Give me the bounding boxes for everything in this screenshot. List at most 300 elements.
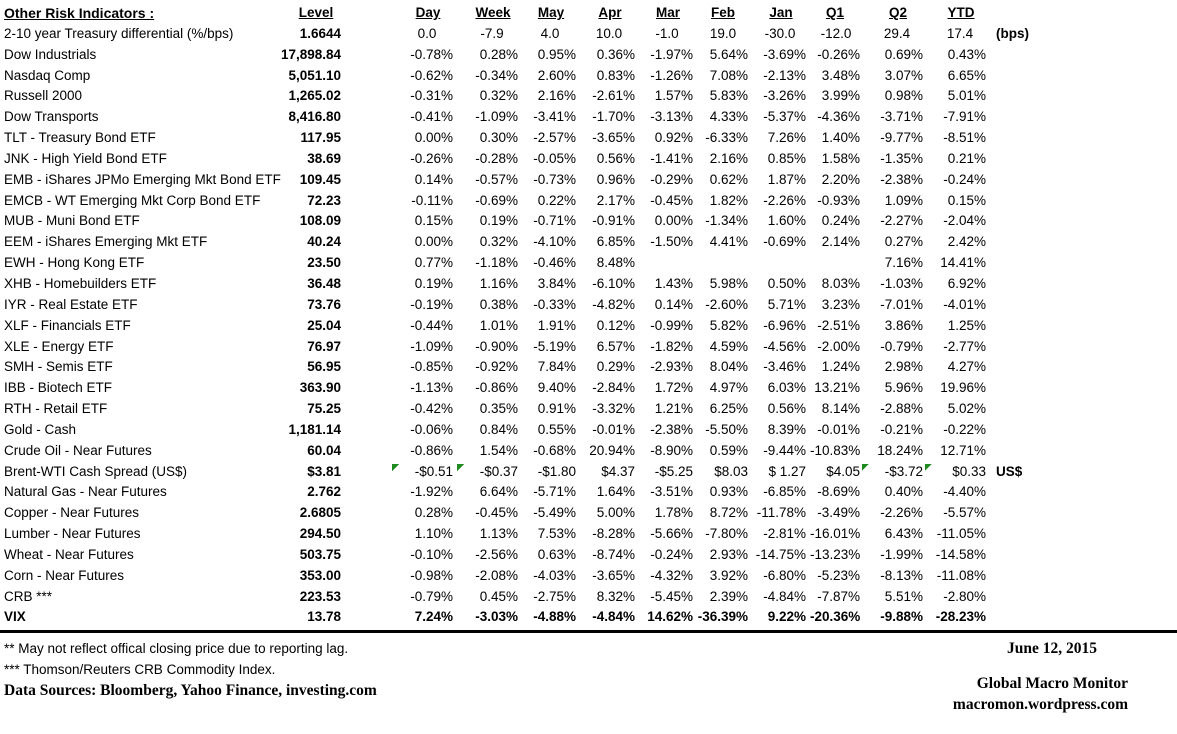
value-cell: -0.34% [475, 67, 518, 83]
table-row [0, 607, 1177, 628]
value-cell: 0.59% [709, 442, 748, 458]
table-row [0, 66, 1177, 87]
value-cell: 3.23% [821, 296, 860, 312]
value-cell: $ 1.27 [768, 463, 806, 479]
value-cell: -11.08% [936, 567, 986, 583]
value-cell: 2.20% [821, 171, 860, 187]
value-cell: -0.33% [533, 296, 576, 312]
value-cell: -4.36% [817, 109, 860, 125]
table-row [0, 357, 1177, 378]
value-cell: -8.13% [880, 567, 923, 583]
value-cell: $8.03 [714, 463, 748, 479]
column-header-label: Q1 [825, 5, 844, 20]
value-cell: -0.24% [650, 546, 693, 562]
value-cell: 1.43% [654, 275, 693, 291]
value-cell: 5.96% [884, 380, 923, 396]
value-cell: -0.98% [410, 567, 453, 583]
value-cell: -0.71% [533, 213, 576, 229]
level-cell: 76.97 [307, 338, 341, 354]
row-label: Russell 2000 [4, 88, 83, 104]
value-cell: 0.14% [414, 171, 453, 187]
value-cell: 0.14% [654, 296, 693, 312]
table-row [0, 295, 1177, 316]
row-label: Crude Oil - Near Futures [4, 442, 152, 458]
level-cell: 13.78 [307, 609, 341, 625]
value-cell: 2.60% [537, 67, 576, 83]
value-cell: -3.26% [763, 88, 806, 104]
green-corner-marker-icon [925, 464, 932, 471]
value-cell: 0.40% [884, 484, 923, 500]
value-cell: -8.28% [592, 526, 635, 542]
value-cell: 0.96% [596, 171, 635, 187]
level-cell: 108.09 [299, 213, 341, 229]
value-cell: 3.48% [821, 67, 860, 83]
value-cell: -6.96% [763, 317, 806, 333]
value-cell: $0.33 [927, 462, 990, 483]
value-cell: -0.01% [592, 421, 635, 437]
value-cell: 1.13% [479, 526, 518, 542]
value-cell: -3.32% [592, 401, 635, 417]
table-row [0, 441, 1177, 462]
value-cell: 0.28% [479, 46, 518, 62]
value-cell: 0.56% [596, 150, 635, 166]
value-text: 0.0 [417, 25, 437, 41]
table-row [0, 378, 1177, 399]
value-cell: -9.44% [763, 442, 806, 458]
value-cell: 7.26% [767, 130, 806, 146]
value-cell: 1.40% [821, 130, 860, 146]
value-cell: 6.64% [479, 484, 518, 500]
table-row [0, 399, 1177, 420]
value-cell: -6.80% [763, 567, 806, 583]
value-cell: 0.77% [414, 255, 453, 271]
level-cell: 23.50 [307, 255, 341, 271]
level-cell: 2.6805 [299, 505, 341, 521]
value-cell: -4.56% [763, 338, 806, 354]
value-cell: 2.39% [709, 588, 748, 604]
value-cell: -5.23% [817, 567, 860, 583]
value-cell: -4.84% [592, 609, 635, 625]
value-cell: -2.77% [943, 338, 986, 354]
level-cell: 1,265.02 [288, 88, 341, 104]
value-cell: -$0.37 [457, 462, 522, 483]
value-cell: 5.71% [767, 296, 806, 312]
footer-spacer [953, 659, 1128, 673]
value-cell: -4.88% [533, 609, 576, 625]
value-text: -12.0 [820, 25, 852, 41]
value-cell: -0.79% [410, 588, 453, 604]
value-cell: 0.15% [947, 192, 986, 208]
value-cell: -1.34% [705, 213, 748, 229]
value-cell: -8.90% [650, 442, 693, 458]
value-cell [752, 253, 810, 274]
value-cell: -4.10% [533, 234, 576, 250]
value-cell: 1.82% [709, 192, 748, 208]
value-cell: -3.41% [533, 109, 576, 125]
value-cell: 1.01% [479, 317, 518, 333]
value-cell: -2.75% [533, 588, 576, 604]
value-cell: 0.30% [479, 130, 518, 146]
value-cell: 5.83% [709, 88, 748, 104]
level-cell: 8,416.80 [288, 109, 341, 125]
value-cell: -0.99% [650, 317, 693, 333]
value-cell: 7.53% [537, 526, 576, 542]
value-cell: -14.75% [755, 546, 806, 562]
table-row [0, 566, 1177, 587]
value-cell: 1.54% [479, 442, 518, 458]
row-label: JNK - High Yield Bond ETF [4, 150, 167, 166]
value-cell: -2.88% [880, 401, 923, 417]
row-label: SMH - Semis ETF [4, 359, 113, 375]
value-cell [639, 253, 697, 274]
value-cell: 0.91% [537, 401, 576, 417]
value-cell: 1.78% [654, 505, 693, 521]
value-cell: -9.77% [880, 130, 923, 146]
value-cell: -$5.25 [654, 463, 693, 479]
table-row [0, 482, 1177, 503]
unit-annotation: US$ [996, 463, 1023, 479]
data-sources: Data Sources: Bloomberg, Yahoo Finance, investing.com [4, 682, 377, 700]
value-cell: 1.91% [537, 317, 576, 333]
row-label: IYR - Real Estate ETF [4, 296, 138, 312]
table-row [0, 149, 1177, 170]
value-cell: 6.92% [947, 275, 986, 291]
value-cell: 5.00% [596, 505, 635, 521]
value-cell: 7.24% [414, 609, 453, 625]
row-label: XHB - Homebuilders ETF [4, 275, 157, 291]
value-cell: 0.93% [709, 484, 748, 500]
value-cell: 1.60% [767, 213, 806, 229]
row-label: IBB - Biotech ETF [4, 380, 113, 396]
value-cell: 1.87% [767, 171, 806, 187]
level-cell: 60.04 [307, 442, 341, 458]
value-cell: -4.01% [943, 296, 986, 312]
value-cell: 8.72% [709, 505, 748, 521]
value-cell: 5.82% [709, 317, 748, 333]
value-cell: -2.84% [592, 380, 635, 396]
value-cell: 19.96% [940, 380, 986, 396]
value-cell: 0.21% [947, 150, 986, 166]
value-cell: 1.25% [947, 317, 986, 333]
value-cell: 5.64% [709, 46, 748, 62]
value-cell: -14.58% [935, 546, 986, 562]
value-cell: 1.21% [654, 401, 693, 417]
value-cell: -6.85% [763, 484, 806, 500]
table-row [0, 316, 1177, 337]
value-cell: 0.24% [821, 213, 860, 229]
column-header-feb [697, 3, 752, 24]
value-cell: -0.41% [410, 109, 453, 125]
value-cell: 0.95% [537, 46, 576, 62]
column-header-day [345, 3, 457, 24]
value-cell [580, 24, 639, 45]
value-cell: -0.62% [410, 67, 453, 83]
value-cell [697, 24, 752, 45]
level-cell: 363.90 [299, 380, 341, 396]
column-header-mar [639, 3, 697, 24]
value-cell: -0.29% [650, 171, 693, 187]
value-cell: -3.65% [592, 130, 635, 146]
value-cell: 0.38% [479, 296, 518, 312]
value-cell: -2.00% [817, 338, 860, 354]
value-cell: $4.05 [826, 463, 860, 479]
value-cell: -3.51% [650, 484, 693, 500]
footer-right [953, 638, 1177, 715]
value-cell: -11.05% [936, 526, 986, 542]
value-cell: -0.73% [533, 171, 576, 187]
value-cell: -0.86% [410, 442, 453, 458]
value-cell: -2.61% [592, 88, 635, 104]
value-cell: -0.69% [763, 234, 806, 250]
value-cell: -0.92% [475, 359, 518, 375]
value-cell: 12.71% [940, 442, 986, 458]
value-cell [522, 24, 580, 45]
table-row [0, 337, 1177, 358]
value-cell: -4.40% [943, 484, 986, 500]
value-cell: -0.57% [475, 171, 518, 187]
level-cell: 5,051.10 [288, 67, 341, 83]
table-row [0, 462, 1177, 483]
value-cell: -0.69% [475, 192, 518, 208]
table-row [0, 211, 1177, 232]
value-cell: -36.39% [697, 609, 748, 625]
column-header-jan [752, 3, 810, 24]
value-cell: -6.10% [592, 275, 635, 291]
level-cell: 25.04 [307, 317, 341, 333]
value-cell: -2.51% [817, 317, 860, 333]
value-text: 19.0 [709, 25, 737, 41]
value-cell: 8.32% [596, 588, 635, 604]
value-cell: -2.60% [705, 296, 748, 312]
value-cell: -1.92% [410, 484, 453, 500]
unit-annotation: (bps) [996, 25, 1029, 41]
value-cell: -2.81% [763, 526, 806, 542]
row-label: VIX [4, 609, 26, 625]
level-cell: 1,181.14 [288, 421, 341, 437]
value-cell: 2.42% [947, 234, 986, 250]
column-header-q1 [810, 3, 864, 24]
value-cell: 2.17% [596, 192, 635, 208]
value-cell: -0.26% [410, 150, 453, 166]
value-cell: 4.59% [709, 338, 748, 354]
value-text: -7.9 [480, 25, 504, 41]
table-row [0, 587, 1177, 608]
value-cell: -3.03% [475, 609, 518, 625]
value-cell: 0.19% [414, 275, 453, 291]
value-cell: 3.84% [537, 275, 576, 291]
table-row [0, 503, 1177, 524]
value-cell: 6.25% [709, 401, 748, 417]
green-corner-marker-icon [862, 464, 869, 471]
level-cell: 56.95 [307, 359, 341, 375]
level-cell: 109.45 [299, 171, 341, 187]
level-cell: $3.81 [307, 463, 341, 479]
value-cell: 0.00% [414, 234, 453, 250]
value-cell: -8.69% [817, 484, 860, 500]
level-cell: 223.53 [299, 588, 341, 604]
value-cell: -16.01% [810, 526, 861, 542]
value-cell: -1.03% [880, 275, 923, 291]
value-cell: 1.16% [479, 275, 518, 291]
value-cell: -0.28% [475, 150, 518, 166]
value-cell: 0.62% [709, 171, 748, 187]
value-cell: -11.78% [756, 505, 806, 521]
column-header-level [268, 3, 345, 24]
value-cell: 8.14% [821, 401, 860, 417]
value-cell: -8.74% [592, 546, 635, 562]
row-label: TLT - Treasury Bond ETF [4, 130, 156, 146]
row-label: MUB - Muni Bond ETF [4, 213, 140, 229]
value-cell: 4.97% [709, 380, 748, 396]
value-cell: -3.13% [650, 109, 693, 125]
value-cell: -3.69% [763, 46, 806, 62]
value-cell: -5.19% [533, 338, 576, 354]
green-corner-marker-icon [392, 464, 399, 471]
value-cell: -1.99% [880, 546, 923, 562]
value-cell: 13.21% [814, 380, 860, 396]
value-cell: -1.26% [650, 67, 693, 83]
value-cell [457, 24, 522, 45]
value-cell: -2.57% [533, 130, 576, 146]
value-cell [752, 24, 810, 45]
column-header-label: Apr [598, 5, 622, 20]
value-cell: 0.22% [537, 192, 576, 208]
value-cell: 8.39% [767, 421, 806, 437]
row-label: EMCB - WT Emerging Mkt Corp Bond ETF [4, 192, 261, 208]
value-cell: -0.22% [943, 421, 986, 437]
value-cell [697, 253, 752, 274]
value-cell: 14.62% [647, 609, 693, 625]
value-cell: -0.10% [410, 546, 453, 562]
report-date: June 12, 2015 [1007, 640, 1097, 658]
value-text: 17.4 [946, 25, 974, 41]
value-cell: 1.09% [884, 192, 923, 208]
value-cell: -2.80% [943, 588, 986, 604]
value-cell: -0.21% [880, 421, 923, 437]
value-cell: 0.12% [596, 317, 635, 333]
value-cell: -0.68% [533, 442, 576, 458]
level-cell: 353.00 [299, 567, 341, 583]
value-cell: -7.91% [943, 109, 986, 125]
level-cell: 72.23 [307, 192, 341, 208]
value-cell: 1.58% [821, 150, 860, 166]
value-cell: 9.22% [767, 609, 806, 625]
value-cell: -7.87% [817, 588, 860, 604]
row-label: XLE - Energy ETF [4, 338, 114, 354]
level-cell: 75.25 [307, 401, 341, 417]
value-cell: -2.08% [475, 567, 518, 583]
value-cell: 0.28% [414, 505, 453, 521]
value-cell: -0.06% [410, 421, 453, 437]
row-label: Dow Industrials [4, 46, 97, 62]
value-cell: -5.50% [705, 421, 748, 437]
table-row [0, 128, 1177, 149]
row-label: EEM - iShares Emerging Mkt ETF [4, 234, 208, 250]
page-title: Other Risk Indicators : [4, 5, 155, 21]
column-header-label: May [537, 5, 565, 20]
row-label: Gold - Cash [4, 421, 77, 437]
column-header-label: Jan [769, 5, 793, 20]
value-cell: -1.50% [650, 234, 693, 250]
value-cell: -$1.80 [537, 463, 576, 479]
value-cell: -0.11% [411, 192, 453, 208]
value-text: -30.0 [764, 25, 796, 41]
value-cell: 0.19% [479, 213, 518, 229]
row-label: Brent-WTI Cash Spread (US$) [4, 463, 188, 479]
value-cell: -0.45% [475, 505, 518, 521]
value-cell: 0.84% [479, 421, 518, 437]
value-cell: 0.45% [479, 588, 518, 604]
value-cell: 7.16% [884, 255, 923, 271]
value-cell: -0.31% [410, 88, 453, 104]
row-label: Copper - Near Futures [4, 505, 140, 521]
value-cell: -2.93% [650, 359, 693, 375]
column-header-label: Feb [710, 5, 735, 20]
value-cell: 8.48% [596, 255, 635, 271]
value-cell: 5.02% [947, 401, 986, 417]
value-cell: 2.93% [709, 546, 748, 562]
value-cell: 1.64% [596, 484, 635, 500]
value-cell: 0.98% [884, 88, 923, 104]
value-cell: -0.24% [943, 171, 986, 187]
row-label: Natural Gas - Near Futures [4, 484, 167, 500]
value-cell: -7.01% [880, 296, 923, 312]
value-cell: 0.35% [479, 401, 518, 417]
value-cell: -2.26% [880, 505, 923, 521]
table-row [0, 274, 1177, 295]
value-cell: -6.33% [705, 130, 748, 146]
table-row [0, 545, 1177, 566]
value-cell: 4.27% [947, 359, 986, 375]
value-cell: -1.13% [410, 380, 453, 396]
value-cell: -2.26% [763, 192, 806, 208]
value-cell: -1.09% [475, 109, 518, 125]
value-cell: 0.00% [414, 130, 453, 146]
value-cell: -3.49% [817, 505, 860, 521]
value-cell: -2.04% [943, 213, 986, 229]
value-cell: 1.57% [654, 88, 693, 104]
value-cell: -2.13% [763, 67, 806, 83]
value-cell: 3.86% [884, 317, 923, 333]
value-cell: -5.37% [763, 109, 806, 125]
level-cell: 17,898.84 [280, 46, 341, 62]
green-corner-marker-icon [457, 464, 464, 471]
value-cell: -3.71% [880, 109, 923, 125]
value-cell: 0.85% [767, 150, 806, 166]
level-cell: 503.75 [299, 546, 341, 562]
column-header-label: Day [415, 5, 441, 20]
value-cell: 5.51% [884, 588, 923, 604]
value-cell: 20.94% [589, 442, 635, 458]
value-cell: 0.32% [479, 88, 518, 104]
value-cell: -4.82% [592, 296, 635, 312]
table-body [0, 24, 1177, 628]
value-cell: -1.18% [475, 255, 518, 271]
table-row [0, 170, 1177, 191]
value-cell: 0.55% [537, 421, 576, 437]
value-cell [345, 24, 457, 45]
value-cell: 1.24% [821, 359, 860, 375]
value-cell: 3.07% [884, 67, 923, 83]
value-text: 10.0 [595, 25, 623, 41]
value-cell: 6.65% [947, 67, 986, 83]
value-cell: 14.41% [940, 255, 986, 271]
footnote-crb-index: *** Thomson/Reuters CRB Commodity Index. [4, 662, 276, 678]
level-cell: 2.762 [307, 484, 341, 500]
value-text: -1.0 [655, 25, 679, 41]
value-cell: 5.01% [947, 88, 986, 104]
table-row [0, 420, 1177, 441]
